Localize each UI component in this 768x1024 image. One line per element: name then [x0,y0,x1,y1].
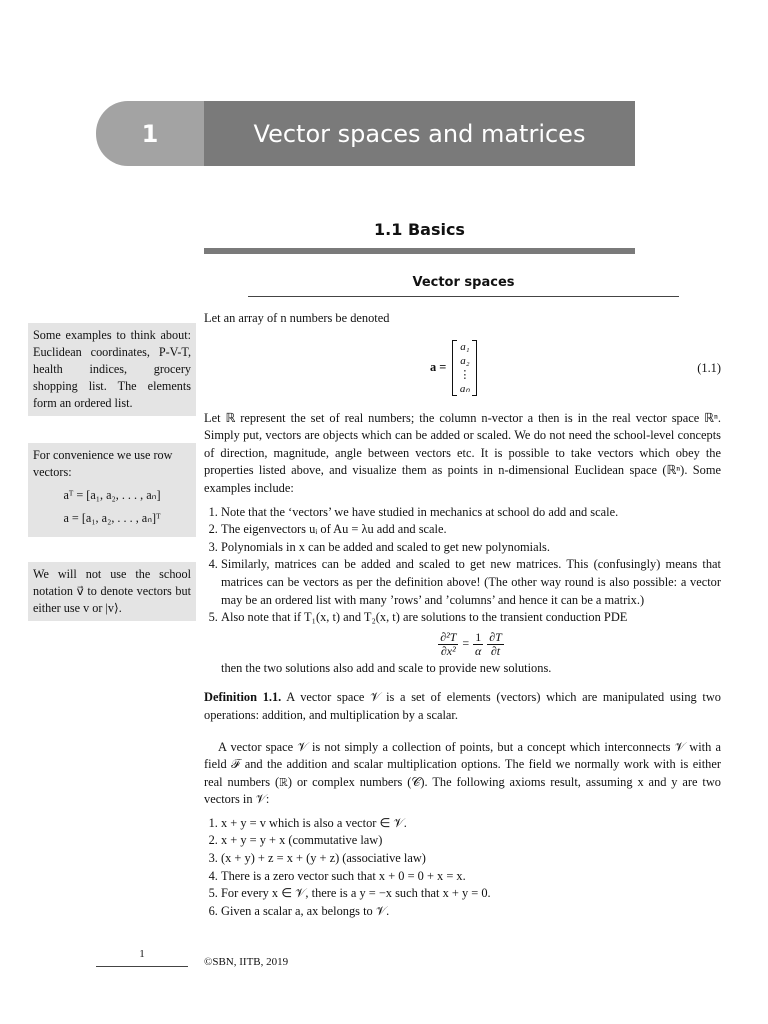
list-item: 2. x + y = y + x (commutative law) [221,832,721,850]
pde-coef-numerator: 1 [475,629,482,644]
after-pde-text: then the two solutions also add and scale to provide new solutions. [221,660,552,675]
paragraph-vector-space: A vector space 𝒱 is not simply a collection of points, but a concept which interconnects 𝒱 with a field ℱ and the addition and scalar multiplication options. The field we normally work with is either real numbers (ℝ) or complex numbers (𝒞). The following axioms result, assuming x and y are two vectors in 𝒱: [204,739,721,807]
main-text [204,310,721,920]
pde-coef-denominator: α [475,643,482,658]
list-item: 4. Similarly, matrices can be added and scaled to get new matrices. This (confusingly) means that matrices can be vectors as per the definition above! (The other way round is also possible: a vector may be an ordered list with many ’rows’ and ’columns’ and hence it can be a matrix.) [221,556,721,609]
list-item [221,609,721,677]
intro-sentence: Let an array of n numbers be denoted [204,311,390,325]
subsection-rule [248,296,679,297]
definition-label: Definition 1.1. [204,690,282,705]
equation-1-1 [204,332,721,404]
definition-1-1 [204,689,721,724]
row-vector-equation: aᵀ = [a₁, a₂, . . . , aₙ] [63,488,161,502]
list-item-text: Also note that if T₁(x, t) and T₂(x, t) are solutions to the transient conduction PDE [221,610,628,625]
list-item: 1. x + y = v which is also a vector ∈ 𝒱. [221,815,721,833]
section-rule [204,248,635,254]
list-item: 1. Note that the ‘vectors’ we have studied in mechanics at school do add and scale. [221,504,721,522]
equation-lhs: a = [430,359,447,374]
pde-equation [221,631,721,658]
page-number: 1 [139,948,145,960]
matrix-entry: a₂ [460,354,470,367]
footer-copyright: ©SBN, IITB, 2019 [204,956,289,968]
axioms-list [204,815,721,921]
chapter-banner [96,101,635,166]
pde-lhs-numerator: ∂²T [440,629,457,644]
definition-text: A vector space 𝒱 is a set of elements (vectors) which are manipulated using two operations: addition, and multiplication by a scalar. [204,690,721,722]
margin-note-notation-text: We will not use the school notation v⃗ to denote vectors but either use v or |v⟩. [33,567,191,615]
column-vector-equation: a = [a₁, a₂, . . . , aₙ]ᵀ [63,511,161,525]
section-heading: 1.1 Basics [374,220,465,239]
pde-rhs-denominator: ∂t [490,643,501,658]
margin-note-examples-text: Some examples to think about: Euclidean coordinates, P-V-T, health indices, grocery shopping list. The elements form an ordered list. [33,328,191,410]
pde-lhs-denominator: ∂x² [440,643,456,658]
examples-list [204,504,721,678]
list-item: 2. The eigenvectors uᵢ of Au = λu add and scale. [221,521,721,539]
paragraph-vectors: Let ℝ represent the set of real numbers; the column n-vector a then is in the real vector space ℝⁿ. Simply put, vectors are objects which can be added or scaled. We do not need the school-level concepts of direction, magnitude, angle between vectors etc. It is possible to take vectors which obey the properties listed above, and visualize them as points in n-dimensional Euclidean space (ℝⁿ). Some examples include: [204,410,721,495]
list-item: 3. Polynomials in x can be added and scaled to get new polynomials. [221,539,721,557]
column-vector-matrix [452,340,477,396]
margin-note-row-vectors-text: For convenience we use row vectors: [33,448,173,479]
matrix-entry: a₁ [460,340,470,353]
footer-rule [96,966,188,967]
chapter-number: 1 [96,101,204,166]
matrix-entry: aₙ [459,382,470,395]
margin-note-notation [28,562,196,621]
list-item: 4. There is a zero vector such that x + 0 = 0 + x = x. [221,868,721,886]
list-item: 3. (x + y) + z = x + (y + z) (associative law) [221,850,721,868]
chapter-title: Vector spaces and matrices [204,101,635,166]
subsection-heading: Vector spaces [412,275,515,290]
pde-rhs-numerator: ∂T [489,629,502,644]
list-item: 6. Given a scalar a, ax belongs to 𝒱. [221,903,721,921]
list-item: 5. For every x ∈ 𝒱, there is a y = −x such that x + y = 0. [221,885,721,903]
margin-note-examples [28,323,196,416]
pde-equals: = [462,636,470,651]
matrix-entry: ⋮ [459,368,471,381]
equation-number: (1.1) [697,360,721,375]
margin-note-row-vectors [28,443,196,537]
